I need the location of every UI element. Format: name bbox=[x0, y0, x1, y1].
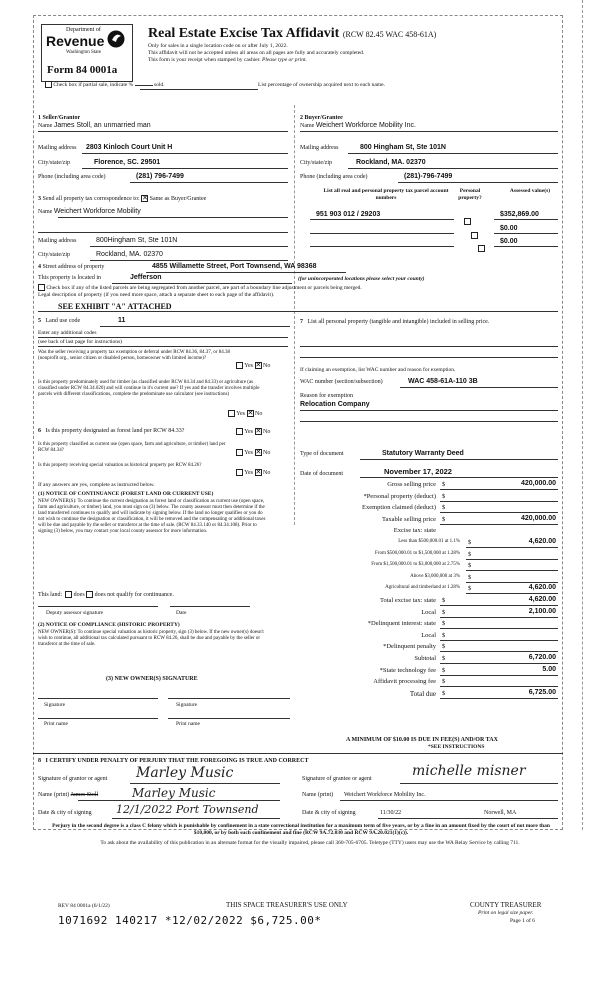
section5-q1: Was the seller receiving a property tax exemption or deferral under RCW 84.36, 84.37, or 84.38 (nonprofit org., senior citizen or disabled person, homeowner with limited income)? bbox=[38, 350, 230, 361]
tax-row-dollar: $ bbox=[442, 516, 446, 523]
dept-logo-text: Revenue bbox=[46, 33, 105, 49]
legal-paper-note: Print on legal size paper. bbox=[478, 910, 534, 916]
tax-row-dollar: $ bbox=[468, 574, 472, 581]
tax-row-dollar: $ bbox=[442, 481, 446, 488]
grantee-date: 11/30/22 bbox=[380, 810, 402, 816]
header-note-2: This affidavit will not be accepted unless all areas on all pages are fully and accurately completed. bbox=[148, 50, 365, 56]
page-number: Page 1 of 6 bbox=[510, 918, 535, 924]
parcel-col-header: List all real and personal property tax parcel account numbers bbox=[323, 188, 449, 201]
tax-row-dollar: $ bbox=[468, 551, 472, 558]
grantor-name-print: Marley Music bbox=[132, 786, 216, 800]
notice-compliance-body: NEW OWNER(S): To continue special valuation as historic property, sign (3) below. If the new owner(s) doesn't wish to continue, all additional tax calculated pursuant to RCW 84.26, shall be due and payable by the seller or transferor at the time of sale. bbox=[38, 630, 264, 647]
tax-row-label: Exemption claimed (deduct) bbox=[361, 504, 436, 511]
assessed-value: $352,869.00 bbox=[500, 211, 539, 218]
grantor-name-struck: James Stoll bbox=[70, 792, 99, 798]
doc-date-label: Date of document bbox=[300, 471, 343, 477]
tax-row-label: Gross selling price bbox=[387, 481, 436, 488]
tax-row-dollar: $ bbox=[442, 620, 446, 627]
column-divider bbox=[294, 105, 295, 525]
doc-type: Statutory Warranty Deed bbox=[382, 450, 464, 457]
tax-row-dollar: $ bbox=[442, 632, 446, 639]
seller-name-row: Name James Stoll, an unmarried man bbox=[38, 122, 151, 129]
tax-row-dollar: $ bbox=[442, 690, 446, 697]
revision-code: REV 84 0001a (6/1/22) bbox=[58, 903, 110, 909]
list-percentage-note: List percentage of ownership acquired next to each name. bbox=[258, 82, 385, 88]
if-yes-note: If any answers are yes, complete as instructed below. bbox=[38, 482, 155, 488]
section6-q3-answer: Yes ✕ No bbox=[236, 469, 270, 476]
grantor-date-city-label: Date & city of signing bbox=[38, 810, 92, 816]
form-border bbox=[33, 15, 563, 830]
county-treasurer-label: COUNTY TREASURER bbox=[470, 901, 542, 909]
deputy-date-label: Date bbox=[176, 610, 187, 616]
grantee-name-print-label: Name (print) bbox=[302, 792, 334, 798]
new-owner-signature-heading: (3) NEW OWNER(S) SIGNATURE bbox=[106, 676, 198, 682]
section3-row: 3 Send all property tax correspondence to: ✕ Same as Buyer/Grantee bbox=[38, 195, 206, 202]
grantor-signature-label: Signature of grantor or agent bbox=[38, 776, 108, 782]
form-title: Real Estate Excise Tax Affidavit (RCW 82.45 WAC 458-61A) bbox=[148, 26, 437, 41]
tax-row-value: 4,620.00 bbox=[528, 596, 556, 603]
tax-row-label: Above $3,000,000 at 3% bbox=[410, 574, 460, 579]
doc-type-label: Type of document bbox=[300, 451, 344, 457]
partial-sale-label: Check box if partial sale, indicate % bbox=[53, 81, 134, 88]
tax-row-label: *Personal property (deduct) bbox=[363, 493, 436, 500]
see-instructions: *SEE INSTRUCTIONS bbox=[428, 744, 485, 750]
seller-mailing: 2803 Kinloch Court Unit H bbox=[86, 144, 173, 151]
grantee-signature-label: Signature of grantee or agent bbox=[302, 776, 372, 782]
this-land-row: This land: does does not qualify for continuance. bbox=[38, 591, 174, 598]
accessibility-notice: To ask about the availability of this publication in an alternate format for the visually impaired, please call 360-705-6705. Teletype (TTY) users may use the WA Relay Service by calling 711. bbox=[100, 840, 520, 846]
seller-phone-label: Phone (including area code) bbox=[38, 174, 106, 180]
tax-row-label: Local bbox=[421, 632, 436, 639]
deputy-assessor-label: Deputy assessor signature bbox=[46, 610, 104, 616]
seller-mailing-row: Mailing address bbox=[38, 145, 77, 151]
buyer-city-label: City/state/zip bbox=[300, 160, 332, 166]
tax-row-label: Taxable selling price bbox=[381, 516, 436, 523]
section3-mailing: 800Hingham St, Ste 101N bbox=[96, 237, 178, 244]
tax-row-value: 5.00 bbox=[542, 666, 556, 673]
tax-row-label: Agricultural and timberland at 1.28% bbox=[385, 585, 460, 590]
grantor-name-print-label: Name (print) James Stoll bbox=[38, 792, 99, 798]
exemption-reason: Relocation Company bbox=[300, 401, 370, 408]
section4-street-label: 4 Street address of property bbox=[38, 264, 105, 270]
tax-row-value: 6,720.00 bbox=[528, 654, 556, 661]
unincorporated-note: (for unincorporated locations please select your county) bbox=[298, 276, 425, 282]
section5-q2: Is this property predominately used for timber (as classified under RCW 84.34 and 84.33) or agriculture (as classified under RCW 84.34.020) and will continue in it's current use? If yes and the transfer involves multiple parcels with different classifications, complete the predominate use calculator (see instructions) bbox=[38, 380, 260, 397]
segregated-checkbox[interactable] bbox=[38, 284, 45, 291]
grantee-date-city-label: Date & city of signing bbox=[302, 810, 356, 816]
tax-row-label: Less than $500,000.01 at 1.1% bbox=[398, 539, 460, 544]
section5-q1-answer: Yes ✕ No bbox=[236, 362, 270, 369]
tax-row-dollar: $ bbox=[442, 493, 446, 500]
buyer-heading: 2 Buyer/Grantee bbox=[300, 115, 343, 121]
grantor-date-city: 12/1/2022 Port Townsend bbox=[116, 803, 259, 816]
land-use-code: 11 bbox=[118, 317, 126, 324]
perjury-notice: Perjury in the second degree is a class C felony which is punishable by confinement in a state correctional institution for a maximum term of five years, or by a fine in an amount fixed by the court of not more than $10,000, or by both such confinement and fine (RCW 9A.72.030 and RCW 9A.20.021(1)(c)). bbox=[52, 823, 550, 836]
grantee-signature: michelle misner bbox=[412, 763, 526, 779]
exemption-claim-note: If claiming an exemption, list WAC number and reason for exemption. bbox=[300, 367, 456, 373]
tax-row-dollar: $ bbox=[468, 539, 472, 546]
section5-q2-answer: Yes ✕ No bbox=[228, 410, 262, 417]
tax-row-label: From $500,000.01 to $1,500,000 at 1.28% bbox=[375, 551, 460, 556]
tax-row-value: 420,000.00 bbox=[520, 480, 556, 487]
wac-label: WAC number (section/subsection) bbox=[300, 379, 383, 385]
assessed-col-header: Assessed value(s) bbox=[509, 188, 551, 194]
grantee-name-print: Weichert Workforce Mobility Inc. bbox=[344, 792, 426, 798]
partial-sale-row bbox=[45, 81, 165, 88]
assessed-value: $0.00 bbox=[500, 238, 518, 245]
land-use-label: 5 Land use code bbox=[38, 318, 81, 324]
section6-q1: 6 Is this property designated as forest land per RCW 84.33? bbox=[38, 428, 185, 434]
tax-row-dollar: $ bbox=[468, 562, 472, 569]
new-owner-print-1: Print name bbox=[44, 721, 68, 727]
tax-row-value: 2,100.00 bbox=[528, 608, 556, 615]
buyer-city: Rockland, MA. 02370 bbox=[356, 159, 426, 166]
sold-label: sold. bbox=[154, 81, 165, 88]
section6-q2: Is this property classified as current use (open space, farm and agriculture, or timber) land per RCW 84.34? bbox=[38, 442, 226, 453]
tax-row-label: Total excise tax: state bbox=[379, 597, 436, 604]
notice-continuance-body: NEW OWNER(S): To continue the current designation as forest land or classification as current use (open space, farm and agriculture, or timber) land, you must sign on (3) below. The county assessor must then determine if the land transferred continues to qualify and will indicate by signing below. If the land no longer qualifies or you do not wish to continue the designation or classification, it will be removed and the compensating or additional taxes will be due and payable by the seller or transferor at the time of sale. (RCW 84.33.140 or 84.34.108). Prior to signing (3) below, you may contact your local county assessor for more information. bbox=[38, 499, 266, 534]
seller-city: Florence, SC. 29501 bbox=[94, 159, 161, 166]
cashier-stamp: 1071692 140217 *12/02/2022 $6,725.00* bbox=[58, 914, 322, 927]
new-owner-signature-1: Signature bbox=[44, 702, 66, 708]
section7-label: 7 List all personal property (tangible and intangible) included in selling price. bbox=[300, 319, 490, 325]
tax-row-value: 4,620.00 bbox=[528, 584, 556, 591]
tax-row-dollar: $ bbox=[442, 667, 446, 674]
seller-name: James Stoll, an unmarried man bbox=[53, 122, 151, 129]
tax-row-label: Total due bbox=[409, 690, 436, 698]
tax-row-value: 6,725.00 bbox=[528, 689, 556, 696]
buyer-name-row: Name Weichert Workforce Mobility Inc. bbox=[300, 122, 416, 129]
dept-line3: Washington State bbox=[66, 50, 102, 55]
certify-statement: 8 I CERTIFY UNDER PENALTY OF PERJURY THAT THE FOREGOING IS TRUE AND CORRECT bbox=[38, 758, 309, 764]
personal-property-checkbox[interactable] bbox=[464, 218, 471, 225]
seller-city-label: City/state/zip bbox=[38, 160, 70, 166]
tax-row-dollar: $ bbox=[442, 597, 446, 604]
legal-description-label: Legal description of property (if you need more space, attach a separate sheet to each page of the affidavit). bbox=[38, 292, 275, 298]
wac-number: WAC 458-61A-110 3B bbox=[408, 378, 478, 385]
new-owner-signature-2: Signature bbox=[176, 702, 198, 708]
tax-row-label: Excise tax: state bbox=[393, 527, 436, 534]
segregated-row: Check box if any of the listed parcels are being segregated from another parcel, are part of a boundary line adjustment or parcels being merged. bbox=[38, 284, 362, 291]
grantee-city: Norwell, MA bbox=[484, 810, 517, 816]
section3-city-label: City/state/zip bbox=[38, 252, 70, 258]
notice-compliance-title: (2) NOTICE OF COMPLIANCE (HISTORIC PROPERTY) bbox=[38, 622, 180, 628]
buyer-name: Weichert Workforce Mobility Inc. bbox=[315, 122, 416, 129]
section3-city: Rockland, MA. 02370 bbox=[96, 251, 163, 258]
tax-row-label: From $1,500,000.01 to $3,000,000 at 2.75% bbox=[371, 562, 460, 567]
minimum-due-note: A MINIMUM OF $10.00 IS DUE IN FEE(S) AND/OR TAX bbox=[346, 737, 498, 743]
partial-sale-checkbox[interactable] bbox=[45, 81, 52, 88]
tax-row-dollar: $ bbox=[442, 678, 446, 685]
tax-row-label: Subtotal bbox=[414, 655, 436, 662]
tax-row-dollar: $ bbox=[442, 504, 446, 511]
property-county: Jefferson bbox=[130, 274, 162, 281]
see-back-label: (see back of last page for instructions) bbox=[38, 339, 122, 345]
dor-logo-icon bbox=[106, 29, 126, 49]
header-note-3: This form is your receipt when stamped by cashier. Please type or print. bbox=[148, 57, 307, 63]
tax-row-dollar: $ bbox=[442, 609, 446, 616]
tax-row-label: *State technology fee bbox=[379, 667, 436, 674]
section6-q2-answer: Yes ✕ No bbox=[236, 449, 270, 456]
section6-q3: Is this property receiving special valuation as historical property per RCW 84.26? bbox=[38, 463, 202, 468]
section4-located-label: This property is located in bbox=[38, 275, 101, 281]
new-owner-print-2: Print name bbox=[176, 721, 200, 727]
property-address: 4855 Willamette Street, Port Townsend, WA 98368 bbox=[152, 263, 317, 270]
tax-row-dollar: $ bbox=[468, 585, 472, 592]
treasurer-use-label: THIS SPACE TREASURER'S USE ONLY bbox=[226, 901, 348, 909]
edge-marker bbox=[582, 0, 583, 830]
seller-heading: 1 Seller/Grantor bbox=[38, 115, 81, 121]
tax-row-dollar: $ bbox=[442, 655, 446, 662]
grantor-signature: Marley Music bbox=[136, 765, 234, 781]
parcel-number: 951 903 012 / 29203 bbox=[316, 211, 381, 218]
tax-row-label: Local bbox=[421, 609, 436, 616]
buyer-phone-label: Phone (including area code) bbox=[300, 174, 368, 180]
additional-codes-label: Enter any additional codes bbox=[38, 330, 97, 336]
form-number: Form 84 0001a bbox=[47, 64, 118, 76]
personal-col-header: Personal property? bbox=[458, 188, 482, 201]
same-as-buyer-checkbox[interactable] bbox=[141, 195, 148, 202]
buyer-mailing-label: Mailing address bbox=[300, 145, 339, 151]
buyer-phone: (281)-796-7499 bbox=[404, 173, 453, 180]
dept-line1: Department of bbox=[66, 27, 101, 33]
section3-name-row: Name Weichert Workforce Mobility bbox=[38, 208, 141, 215]
section3-mailing-label: Mailing address bbox=[38, 238, 77, 244]
seller-phone: (281) 796-7499 bbox=[136, 173, 184, 180]
reason-label: Reason for exemption bbox=[300, 393, 353, 399]
notice-continuance-title: (1) NOTICE OF CONTINUANCE (FOREST LAND OR CURRENT USE) bbox=[38, 491, 214, 497]
assessed-value: $0.00 bbox=[500, 225, 518, 232]
tax-row-value: 420,000.00 bbox=[520, 515, 556, 522]
section6-q1-answer: Yes ✕ No bbox=[236, 428, 270, 435]
doc-date: November 17, 2022 bbox=[384, 467, 452, 476]
tax-row-dollar: $ bbox=[442, 643, 446, 650]
personal-property-checkbox[interactable] bbox=[478, 245, 485, 252]
buyer-mailing: 800 Hingham St, Ste 101N bbox=[360, 144, 446, 151]
tax-row-value: 4,620.00 bbox=[528, 538, 556, 545]
tax-row-label: Affidavit processing fee bbox=[373, 678, 436, 685]
tax-row-label: *Delinquent interest: state bbox=[367, 620, 436, 627]
exhibit-text: SEE EXHIBIT "A" ATTACHED bbox=[58, 302, 172, 311]
personal-property-checkbox[interactable] bbox=[471, 232, 478, 239]
header-note-1: Only for sales in a single location code on or after July 1, 2022. bbox=[148, 43, 288, 49]
tax-row-label: *Delinquent penalty bbox=[383, 643, 436, 650]
